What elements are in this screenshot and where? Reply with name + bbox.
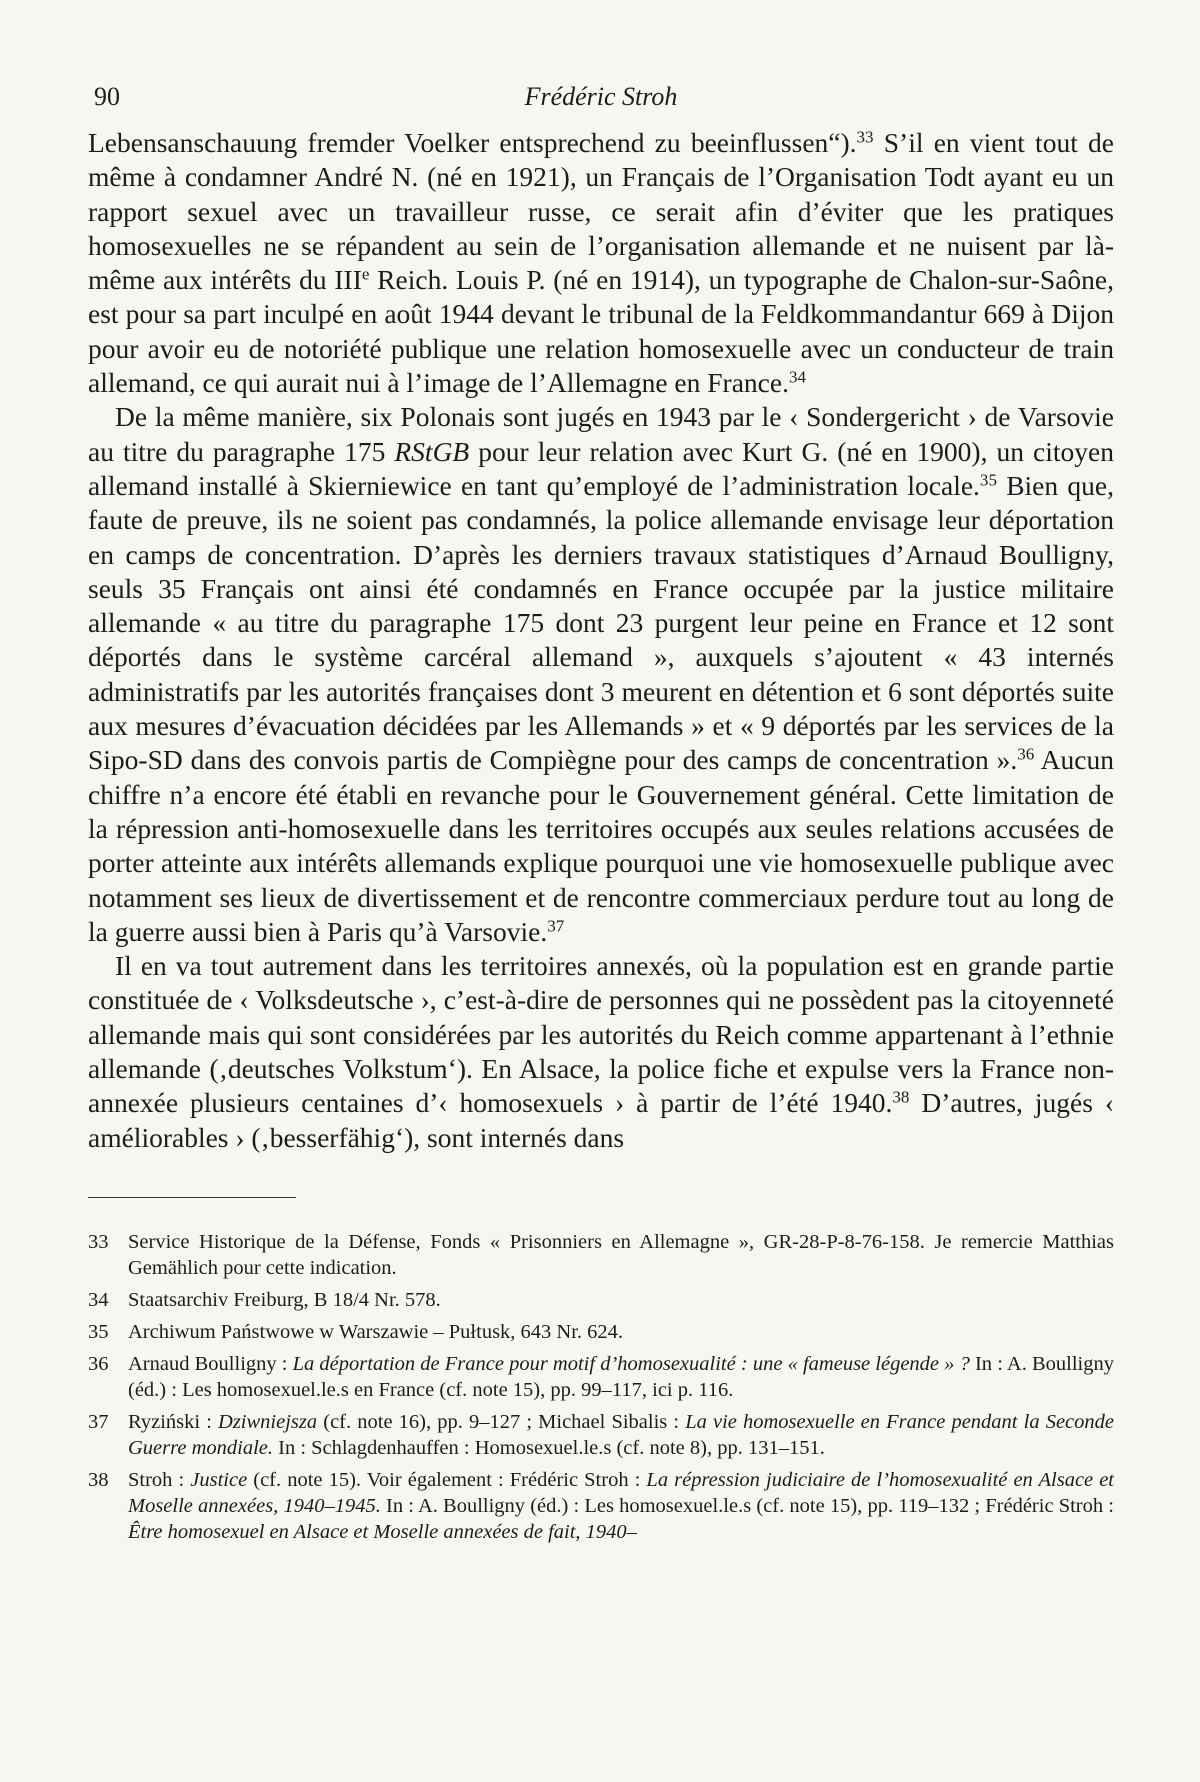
footnote-text [128,1467,1114,1545]
footnote-text [128,1409,1114,1461]
text-run: Il en va tout autrement dans les territoires annexés, où la population est en grande partie constituée de ‹ Volksdeutsche ›, c’est-à-dire de personnes qui ne possèdent pas la citoyenneté allemande mais qui sont considérées par les autorités du Reich comme appartenant à l’ethnie allemande (‚deutsches Volkstum‘). En Alsace, la police fiche et expulse vers la France non-annexée plusieurs centaines d’‹ homosexuels › à partir de l’été 1940. [88,950,1114,1119]
text-run: Bien que, faute de preuve, ils ne soient pas condamnés, la police allemande envisage leur déportation en camps de concentration. D’après les derniers travaux statistiques d’Arnaud Boulligny, seuls 35 Français ont ainsi été condamnés en France occupée par la justice militaire allemande « au titre du paragraphe 175 dont 23 purgent leur peine en France et 12 sont déportés dans le système carcéral allemand », auxquels s’ajoutent « 43 internés administratifs par les autorités françaises dont 3 meurent en détention et 6 sont déportés suite aux mesures d’évacuation décidées par les Allemands » et « 9 déportés par les services de la Sipo-SD dans des convois partis de Compiègne pour des camps de concentration ». [88,469,1114,776]
text-run: Lebensanschauung fremder Voelker entsprechend zu beeinflussen“). [88,127,857,158]
text-run: Aucun chiffre n’a encore été établi en revanche pour le Gouvernement général. Cette limitation de la répression anti-homosexuelle dans les territoires occupés aux seules relations accusées de porter atteinte aux intérêts allemands explique pourquoi une vie homosexuelle publique avec notamment ses lieux de divertissement et de rencontre commerciaux perdure tout au long de la guerre aussi bien à Paris qu’à Varsovie. [88,744,1114,947]
body-text [88,126,1114,1155]
text-run: Ryziński : [128,1410,219,1433]
text-run: In : A. Boulligny (éd.) : Les homosexuel.le.s (cf. note 15), pp. 119–132 ; Frédéric Stroh : [380,1494,1114,1517]
cited-title: Être homosexuel en Alsace et Moselle annexées de fait, 1940– [128,1520,637,1543]
text-run: In : Schlagdenhauffen : Homosexuel.le.s (cf. note 8), pp. 131–151. [273,1436,825,1459]
footnote-38 [88,1467,1114,1545]
text-run: Stroh : [128,1468,191,1491]
text-run: S’il en vient tout de même à condamner André N. (né en 1921), un Français de l’Organisation Todt ayant eu un rapport sexuel avec un travailleur russe, ce serait afin d’éviter que les pratiques homosexuelles ne se répandent au sein de l’organisation allemande et ne nuisent par là-même aux intérêts du III [88,127,1114,296]
footnotes [88,1229,1114,1545]
text-run: Reich. Louis P. (né en 1914), un typographe de Chalon-sur-Saône, est pour sa part inculpé en août 1944 devant le tribunal de la Feldkommandantur 669 à Dijon pour avoir eu de notoriété publique une relation homosexuelle avec un conducteur de train allemand, ce qui aurait nui à l’image de l’Allemagne en France. [88,264,1114,399]
page-header [88,74,1114,126]
footnote-ref-33: 33 [856,127,874,147]
footnote-separator [88,1197,296,1198]
paragraph-2 [88,400,1114,949]
cited-title: La vie homosexuelle en France pendant la Seconde Guerre mondiale. [128,1410,1114,1459]
footnote-text [128,1351,1114,1403]
text-run: pour leur relation avec Kurt G. (né en 1900), un citoyen allemand installé à Skierniewice en tant qu’employé de l’administration locale. [88,435,1114,501]
text-run: De la même manière, six Polonais sont jugés en 1943 par le ‹ Sondergericht › de Varsovie au titre du paragraphe 175 [88,401,1114,467]
cited-title: La déportation de France pour motif d’homosexualité : une « fameuse légende » ? [292,1352,970,1375]
book-page [88,74,1114,1551]
cited-title: Dziwniejsza [218,1410,318,1433]
text-run: In : A. Boulligny (éd.) : Les homosexuel.le.s en France (cf. note 15), pp. 99–117, ici p. 116. [128,1352,1114,1401]
paragraph-1 [88,126,1114,400]
text-run: (cf. note 15). Voir également : Frédéric Stroh : [247,1468,647,1491]
footnote-36 [88,1351,1114,1403]
footnote-text: Staatsarchiv Freiburg, B 18/4 Nr. 578. [128,1288,441,1311]
paragraph-3 [88,949,1114,1155]
rstgb-italic: RStGB [394,435,470,467]
footnote-number: 35 [88,1320,109,1343]
footnote-34 [88,1287,1114,1313]
footnote-number: 36 [88,1352,109,1375]
footnote-37 [88,1409,1114,1461]
footnote-ref-35: 35 [979,470,997,490]
superscript-e: e [361,264,370,284]
footnote-ref-34: 34 [788,367,806,387]
cited-title: La répression judiciaire de l’homosexualité en Alsace et Moselle annexées, 1940–1945. [128,1468,1115,1517]
running-head: Frédéric Stroh [524,82,678,111]
footnote-number: 37 [88,1410,109,1433]
footnote-35 [88,1319,1114,1345]
footnote-number: 34 [88,1288,109,1311]
footnote-ref-38: 38 [892,1087,910,1107]
text-run: (cf. note 16), pp. 9–127 ; Michael Sibalis : [317,1410,686,1433]
footnote-text: Service Historique de la Défense, Fonds « Prisonniers en Allemagne », GR-28-P-8-76-158. Je remercie Matthias Gemählich pour cette indication. [128,1230,1114,1279]
footnote-ref-37: 37 [547,916,565,936]
text-run: Arnaud Boulligny : [128,1352,293,1375]
footnote-33 [88,1229,1114,1281]
text-run: D’autres, jugés ‹ améliorables › (‚besserfähig‘), sont internés dans [88,1087,1114,1153]
cited-title: Justice [190,1468,248,1491]
footnote-number: 38 [88,1468,109,1491]
footnote-text: Archiwum Państwowe w Warszawie – Pułtusk, 643 Nr. 624. [128,1320,624,1343]
footnote-number: 33 [88,1230,109,1253]
page-number: 90 [94,82,120,111]
footnote-ref-36: 36 [1017,744,1035,764]
